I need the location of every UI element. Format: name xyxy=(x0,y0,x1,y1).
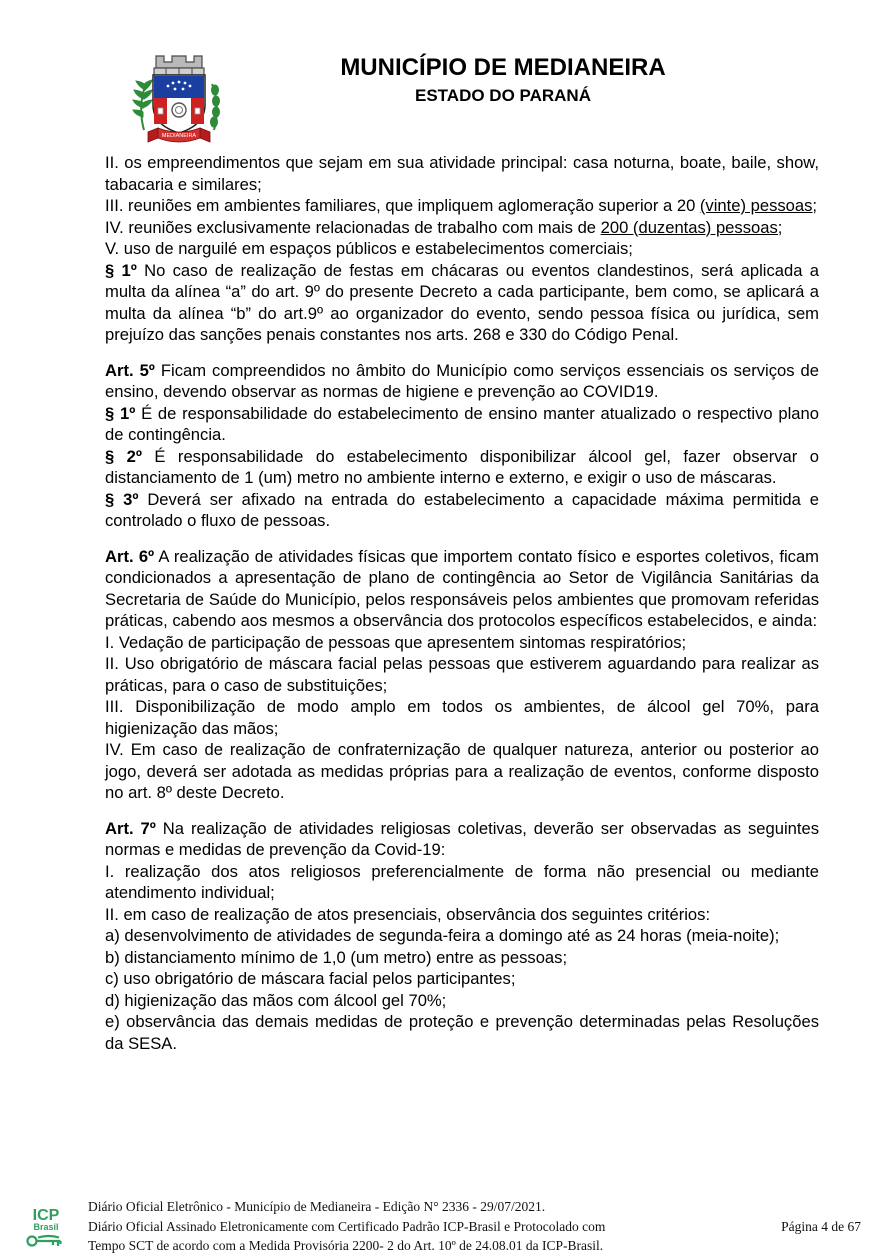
paragraph: I. realização dos atos religiosos preferencialmente de forma não presencial ou mediante atendimento individual; xyxy=(105,861,819,902)
decree-text-body xyxy=(105,152,819,1054)
paragraph: § 2º É responsabilidade do estabelecimento disponibilizar álcool gel, fazer observar o distanciamento de 1 (um) metro no ambiente interno e externo, e exigir o uso de máscaras. xyxy=(105,446,819,487)
paragraph: b) distanciamento mínimo de 1,0 (um metro) entre as pessoas; xyxy=(105,947,568,967)
footer-line: Diário Oficial Assinado Eletronicamente com Certificado Padrão ICP-Brasil e Protocolado com xyxy=(88,1218,606,1234)
state-subtitle: ESTADO DO PARANÁ xyxy=(415,86,591,105)
paragraph: d) higienização das mãos com álcool gel 70%; xyxy=(105,990,447,1010)
paragraph: § 3º Deverá ser afixado na entrada do estabelecimento a capacidade máxima permitida e controlado o fluxo de pessoas. xyxy=(105,489,819,530)
paragraph: c) uso obrigatório de máscara facial pelos participantes; xyxy=(105,969,516,988)
paragraph: III. Disponibilização de modo amplo em todos os ambientes, de álcool gel 70%, para higienização das mãos; xyxy=(105,697,819,738)
page-header xyxy=(0,0,891,152)
banner-text: MEDIANEIRA xyxy=(161,133,197,139)
icp-logo-bottom-text: Brasil xyxy=(33,1222,59,1232)
paragraph: II. Uso obrigatório de máscara facial pelas pessoas que estiverem aguardando para realizar as práticas, para o caso de substituições; xyxy=(105,654,819,695)
paragraph: V. uso de narguilé em espaços públicos e estabelecimentos comerciais; xyxy=(105,239,633,258)
key-icon xyxy=(28,1236,61,1246)
paragraph: III. reuniões em ambientes familiares, que impliquem aglomeração superior a 20 (vinte) pessoas; xyxy=(105,196,818,215)
paragraph: IV. Em caso de realização de confraternização de qualquer natureza, anterior ou posterior ao jogo, deverá ser adotada as medidas próprias para a realização de eventos, conforme disposto no art. 8º deste Decreto. xyxy=(105,740,819,802)
paragraph: § 1º No caso de realização de festas em chácaras ou eventos clandestinos, será aplicada a multa da alínea “a” do art. 9º do presente Decreto a cada participante, bem como, se aplicará a multa da alínea “b” do art.9º ao organizador do evento, sendo pessoa física ou jurídica, sem prejuízo das sanções penais constantes nos arts. 268 e 330 do Código Penal. xyxy=(105,260,819,344)
icp-logo-top-text: ICP xyxy=(32,1207,60,1224)
paragraph: II. em caso de realização de atos presenciais, observância dos seguintes critérios: xyxy=(105,904,711,924)
municipality-title: MUNICÍPIO DE MEDIANEIRA xyxy=(340,54,666,81)
paragraph: e) observância das demais medidas de proteção e prevenção determinadas pelas Resoluções da SESA. xyxy=(105,1012,819,1053)
paragraph: IV. reuniões exclusivamente relacionadas de trabalho com mais de 200 (duzentas) pessoas; xyxy=(105,217,783,237)
header-text-block xyxy=(186,54,820,107)
icp-brasil-logo-icon xyxy=(20,1203,72,1255)
left-branch xyxy=(133,80,152,130)
paragraph: I. Vedação de participação de pessoas que apresentem sintomas respiratórios; xyxy=(105,632,687,652)
paragraph: Art. 7º Na realização de atividades religiosas coletivas, deverão ser observadas as seguintes normas e medidas de prevenção da Covid-19: xyxy=(105,818,819,859)
footer-line: Diário Oficial Eletrônico - Município de Medianeira - Edição N° 2336 - 29/07/2021. xyxy=(88,1199,546,1214)
paragraph: II. os empreendimentos que sejam em sua atividade principal: casa noturna, boate, baile, show, tabacaria e similares; xyxy=(105,153,819,194)
paragraph: a) desenvolvimento de atividades de segunda-feira a domingo até as 24 horas (meia-noite); xyxy=(105,926,780,945)
paragraph: § 1º É de responsabilidade do estabelecimento de ensino manter atualizado o respectivo plano de contingência. xyxy=(105,403,819,444)
paragraph: Art. 5º Ficam compreendidos no âmbito do Município como serviços essenciais os serviços de ensino, devendo observar as normas de higiene e prevenção ao COVID19. xyxy=(105,360,819,401)
footer-legal-text xyxy=(88,1197,648,1256)
paragraph: Art. 6º A realização de atividades físicas que importem contato físico e esportes coletivos, ficam condicionados a apresentação de plano de contingência ao Setor de Vigilância Sanitárias da Secretaria de Saúde do Município, pelos responsáveis pelos ambientes que promovam referidas práticas, cabendo aos mesmos a observância dos protocolos específicos estabelecidos, e ainda: xyxy=(105,546,819,630)
footer-line: Tempo SCT de acordo com a Medida Provisória 2200- 2 do Art. 10º de 24.08.01 da ICP-Brasil. xyxy=(88,1238,604,1253)
page-footer xyxy=(0,1185,891,1260)
page-number: Página 4 de 67 xyxy=(781,1219,861,1234)
